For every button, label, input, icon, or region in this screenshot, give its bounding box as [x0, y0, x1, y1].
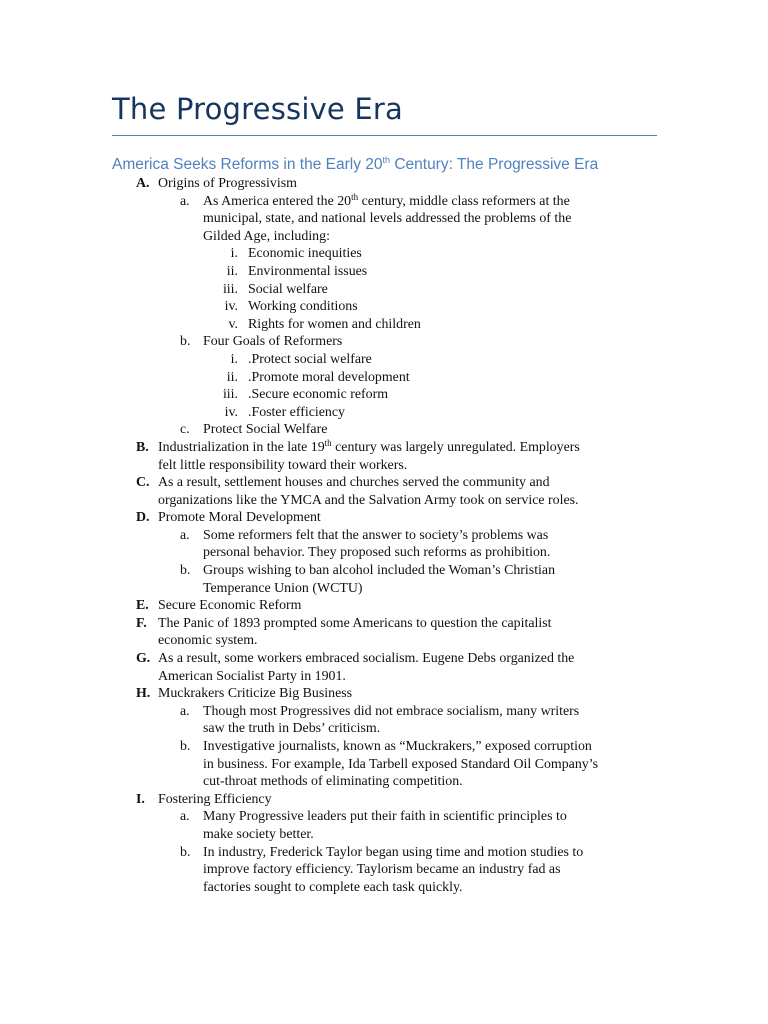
outline-marker: c. — [180, 422, 190, 438]
outline-item — [0, 281, 768, 299]
outline-item — [0, 738, 768, 756]
outline-item — [0, 703, 768, 721]
outline-text — [203, 808, 567, 826]
outline-item — [0, 527, 768, 545]
text-segment: .Secure economic reform — [248, 387, 388, 403]
section-heading-text: America Seeks Reforms in the Early 20 — [112, 156, 383, 173]
outline-item — [0, 386, 768, 404]
text-segment: saw the truth in Debs’ criticism. — [203, 721, 381, 737]
outline-marker: iv. — [224, 299, 238, 315]
outline-item — [0, 421, 768, 439]
text-segment: Environmental issues — [248, 263, 368, 279]
outline-item — [0, 826, 768, 844]
outline-text — [158, 615, 551, 633]
outline-item — [0, 861, 768, 879]
title-divider — [112, 135, 657, 136]
text-segment: cut-throat methods of eliminating competition. — [203, 774, 463, 790]
outline-marker: D. — [136, 510, 150, 526]
outline-text — [203, 228, 330, 246]
outline-text — [158, 509, 321, 527]
outline-text — [248, 369, 410, 387]
outline-marker: i. — [230, 351, 238, 367]
superscript: th — [324, 437, 332, 448]
outline-item — [0, 457, 768, 475]
text-segment: Four Goals of Reformers — [203, 334, 343, 350]
page-title: The Progressive Era — [112, 92, 404, 126]
text-segment: Some reformers felt that the answer to society’s problems was — [203, 527, 549, 543]
outline-text — [158, 474, 550, 492]
text-segment: Muckrakers Criticize Big Business — [158, 686, 353, 702]
outline-text — [158, 685, 352, 703]
outline-marker: b. — [180, 334, 191, 350]
outline-item — [0, 685, 768, 703]
text-segment: Secure Economic Reform — [158, 598, 302, 614]
outline-item — [0, 228, 768, 246]
text-segment: century was largely unregulated. Employers — [331, 439, 580, 455]
outline-text — [248, 281, 328, 299]
text-segment: municipal, state, and national levels addressed the problems of the — [203, 211, 572, 227]
outline-item — [0, 756, 768, 774]
outline-text — [158, 632, 258, 650]
text-segment: Social welfare — [248, 281, 328, 297]
outline-text — [248, 245, 362, 263]
outline-text — [203, 844, 583, 862]
section-heading — [112, 156, 598, 174]
outline-text — [158, 175, 297, 193]
text-segment: American Socialist Party in 1901. — [158, 668, 346, 684]
outline-marker: b. — [180, 844, 191, 860]
text-segment: In industry, Frederick Taylor began using time and motion studies to — [203, 844, 584, 860]
outline-text — [203, 562, 555, 580]
text-segment: Economic inequities — [248, 246, 362, 262]
outline-marker: A. — [136, 176, 150, 191]
outline-marker: iv. — [224, 404, 238, 420]
text-segment: Working conditions — [248, 299, 358, 315]
outline-marker: H. — [136, 686, 151, 702]
text-segment: .Promote moral development — [248, 369, 410, 385]
outline-marker: F. — [136, 615, 147, 631]
outline-marker: ii. — [226, 263, 238, 279]
text-segment: Industrialization in the late 19 — [158, 439, 325, 455]
outline-item — [0, 509, 768, 527]
outline-item — [0, 404, 768, 422]
outline-marker: i. — [230, 246, 238, 262]
outline-text — [248, 298, 358, 316]
outline-item — [0, 668, 768, 686]
outline-marker: a. — [180, 193, 190, 209]
text-segment: century, middle class reformers at the — [358, 193, 570, 209]
outline-item — [0, 492, 768, 510]
text-segment: .Foster efficiency — [248, 404, 345, 420]
outline-text — [158, 597, 302, 615]
outline-item — [0, 175, 768, 193]
outline-item — [0, 316, 768, 334]
outline-marker: iii. — [222, 387, 238, 403]
outline-item — [0, 544, 768, 562]
outline-item — [0, 615, 768, 633]
outline-item — [0, 791, 768, 809]
outline-text — [203, 333, 342, 351]
outline-marker: b. — [180, 739, 191, 754]
outline-item — [0, 580, 768, 598]
text-segment: Temperance Union (WCTU) — [203, 580, 363, 596]
outline-text — [203, 738, 592, 756]
superscript: th — [351, 191, 359, 202]
outline-item — [0, 439, 768, 457]
outline-item — [0, 808, 768, 826]
outline-marker: B. — [136, 439, 149, 455]
outline-text — [203, 421, 327, 439]
outline-item — [0, 650, 768, 668]
text-segment: Fostering Efficiency — [158, 791, 272, 807]
text-segment: Origins of Progressivism — [158, 176, 297, 191]
outline-item — [0, 632, 768, 650]
outline-text — [203, 580, 362, 598]
outline-text — [248, 404, 345, 422]
outline-item — [0, 263, 768, 281]
outline-text — [158, 492, 579, 510]
outline-marker: I. — [136, 791, 145, 807]
outline-item — [0, 245, 768, 263]
outline-text — [203, 720, 380, 738]
outline-text — [203, 861, 560, 879]
outline-text — [203, 703, 579, 721]
outline-item — [0, 879, 768, 897]
text-segment: As America entered the 20 — [203, 193, 352, 209]
outline-text — [203, 773, 463, 791]
text-segment: As a result, settlement houses and churches served the community and — [158, 475, 550, 491]
outline-text — [158, 650, 574, 668]
outline-item — [0, 333, 768, 351]
outline-marker: v. — [228, 316, 238, 332]
outline-text — [158, 791, 272, 809]
text-segment: As a result, some workers embraced socialism. Eugene Debs organized the — [158, 651, 575, 667]
outline-item — [0, 562, 768, 580]
outline-marker: ii. — [226, 369, 238, 385]
outline-marker: G. — [136, 651, 151, 667]
text-segment: Many Progressive leaders put their faith in scientific principles to — [203, 809, 567, 825]
text-segment: Investigative journalists, known as “Muckrakers,” exposed corruption — [203, 739, 592, 754]
outline-text — [203, 193, 570, 211]
text-segment: Promote Moral Development — [158, 510, 321, 526]
text-segment: improve factory efficiency. Taylorism became an industry fad as — [203, 862, 561, 878]
outline-item — [0, 474, 768, 492]
outline-text — [203, 544, 550, 562]
text-segment: Though most Progressives did not embrace socialism, many writers — [203, 703, 580, 719]
outline-text — [203, 826, 314, 844]
section-heading-superscript: th — [382, 155, 391, 165]
outline-text — [158, 457, 407, 475]
outline-marker: iii. — [222, 281, 238, 297]
outline-item — [0, 720, 768, 738]
outline-marker: C. — [136, 475, 150, 491]
outline-text — [248, 386, 388, 404]
outline-item — [0, 844, 768, 862]
outline-text — [203, 756, 598, 774]
text-segment: economic system. — [158, 633, 258, 649]
outline-item — [0, 298, 768, 316]
outline-text — [203, 527, 548, 545]
text-segment: Gilded Age, including: — [203, 228, 330, 244]
text-segment: Groups wishing to ban alcohol included the Woman’s Christian — [203, 563, 556, 579]
outline-marker: E. — [136, 598, 149, 614]
outline-item — [0, 369, 768, 387]
outline-item — [0, 351, 768, 369]
outline-marker: a. — [180, 809, 190, 825]
text-segment: in business. For example, Ida Tarbell exposed Standard Oil Company’s — [203, 756, 598, 772]
outline-text — [203, 879, 462, 897]
outline-text — [248, 263, 367, 281]
text-segment: make society better. — [203, 826, 314, 842]
text-segment: Rights for women and children — [248, 316, 421, 332]
text-segment: organizations like the YMCA and the Salvation Army took on service roles. — [158, 492, 579, 508]
text-segment: Protect Social Welfare — [203, 422, 328, 438]
outline-text — [158, 668, 346, 686]
outline-marker: b. — [180, 563, 191, 579]
outline-list — [0, 175, 768, 896]
outline-text — [248, 351, 372, 369]
text-segment: The Panic of 1893 prompted some Americans to question the capitalist — [158, 615, 552, 631]
text-segment: personal behavior. They proposed such reforms as prohibition. — [203, 545, 551, 561]
outline-text — [158, 439, 580, 457]
outline-item — [0, 597, 768, 615]
outline-item — [0, 210, 768, 228]
section-heading-text-end: Century: The Progressive Era — [390, 156, 599, 173]
outline-marker: a. — [180, 527, 190, 543]
text-segment: felt little responsibility toward their workers. — [158, 457, 408, 473]
text-segment: .Protect social welfare — [248, 351, 372, 367]
outline-text — [203, 210, 571, 228]
outline-item — [0, 773, 768, 791]
outline-item — [0, 193, 768, 211]
text-segment: factories sought to complete each task quickly. — [203, 879, 463, 895]
outline-marker: a. — [180, 703, 190, 719]
outline-text — [248, 316, 421, 334]
